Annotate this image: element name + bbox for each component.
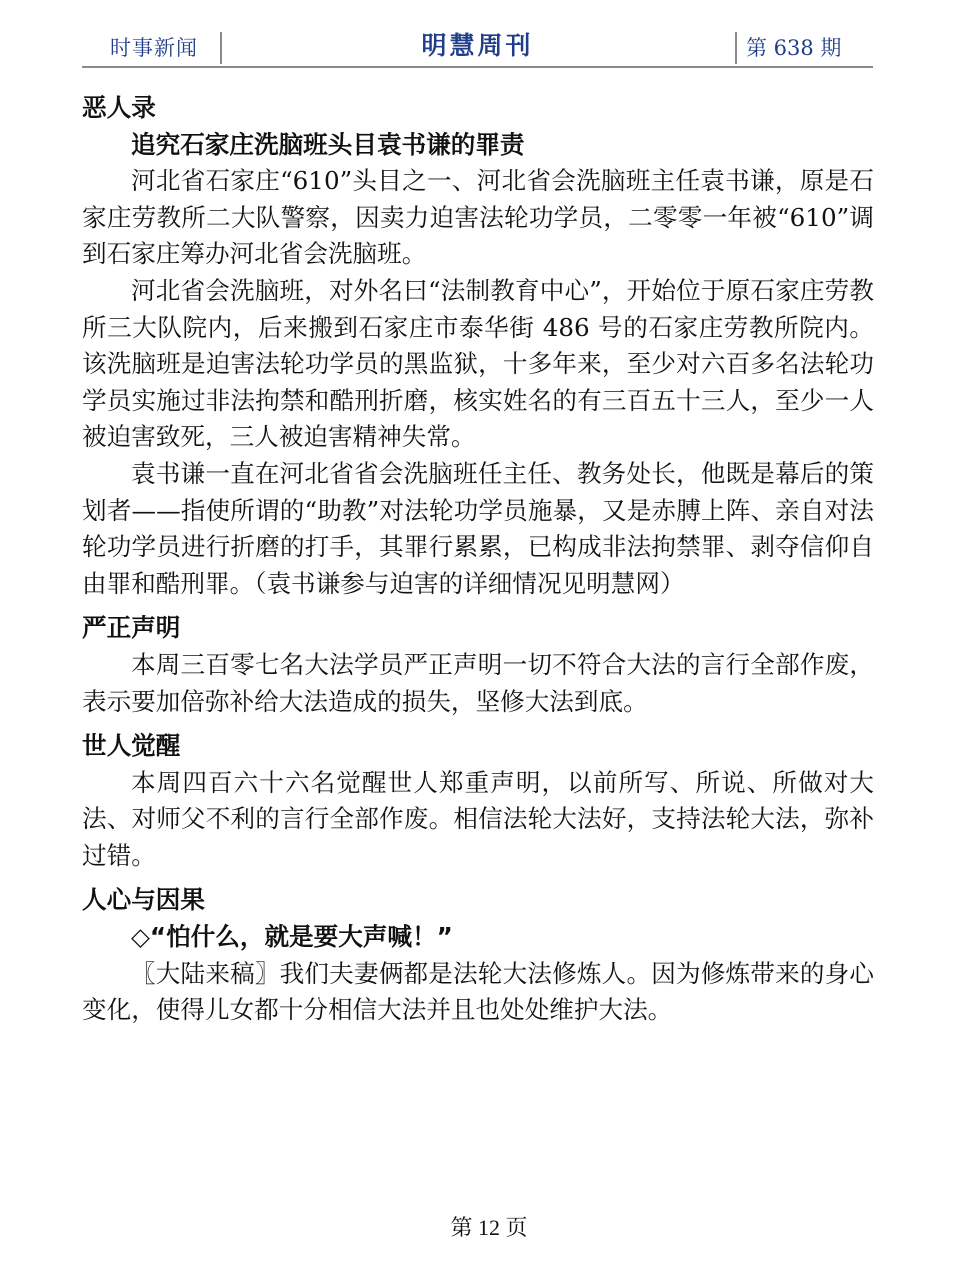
section-heading-villains: 恶人录 (82, 93, 156, 122)
article-subtitle: ◇“怕什么，就是要大声喊！” (131, 922, 453, 952)
header-divider-right (735, 32, 737, 64)
header-section-label: 时事新闻 (110, 36, 198, 60)
header-rule (82, 66, 873, 68)
page-number: 第 12 页 (450, 1215, 528, 1240)
paragraph: 河北省石家庄“610”头目之一、河北省会洗脑班主任袁书谦，原是石家庄劳教所二大队警察，因卖力迫害法轮功学员，二零零一年被“610”调到石家庄筹办河北省会洗脑班。 (82, 166, 874, 269)
paragraph: 本周四百六十六名觉醒世人郑重声明，以前所写、所说、所做对大法、对师父不利的言行全部作废。相信法轮大法好，支持法轮大法，弥补过错。 (82, 767, 874, 870)
publication-title: 明慧周刊 (421, 31, 534, 60)
issue-number: 第 638 期 (746, 36, 842, 60)
section-heading-karma: 人心与因果 (82, 885, 205, 915)
article-subtitle: 追究石家庄洗脑班头目袁书谦的罪责 (131, 129, 525, 159)
article-body (82, 90, 874, 1029)
paragraph: 〖大陆来稿〗我们夫妻俩都是法轮大法修炼人。因为修炼带来的身心变化，使得儿女都十分相信大法并且也处处维护大法。 (82, 958, 874, 1025)
section-heading-awakening: 世人觉醒 (82, 731, 181, 761)
paragraph: 本周三百零七名大法学员严正声明一切不符合大法的言行全部作废，表示要加倍弥补给大法造成的损失，坚修大法到底。 (82, 649, 874, 716)
paragraph: 袁书谦一直在河北省省会洗脑班任主任、教务处长，他既是幕后的策划者——指使所谓的“助教”对法轮功学员施暴，又是赤膊上阵、亲自对法轮功学员进行折磨的打手，其罪行累累，已构成非法拘禁罪、剥夺信仰自由罪和酷刑罪。（袁书谦参与迫害的详细情况见明慧网） (82, 458, 874, 598)
page-header (82, 26, 873, 66)
paragraph: 河北省会洗脑班，对外名曰“法制教育中心”，开始位于原石家庄劳教所三大队院内，后来搬到石家庄市泰华街 486 号的石家庄劳教所院内。该洗脑班是迫害法轮功学员的黑监狱，十多年来，至少对六百多名法轮功学员实施过非法拘禁和酷刑折磨，核实姓名的有三百五十三人，至少一人被迫害致死，三人被迫害精神失常。 (82, 275, 874, 452)
section-heading-declaration: 严正声明 (82, 613, 181, 643)
